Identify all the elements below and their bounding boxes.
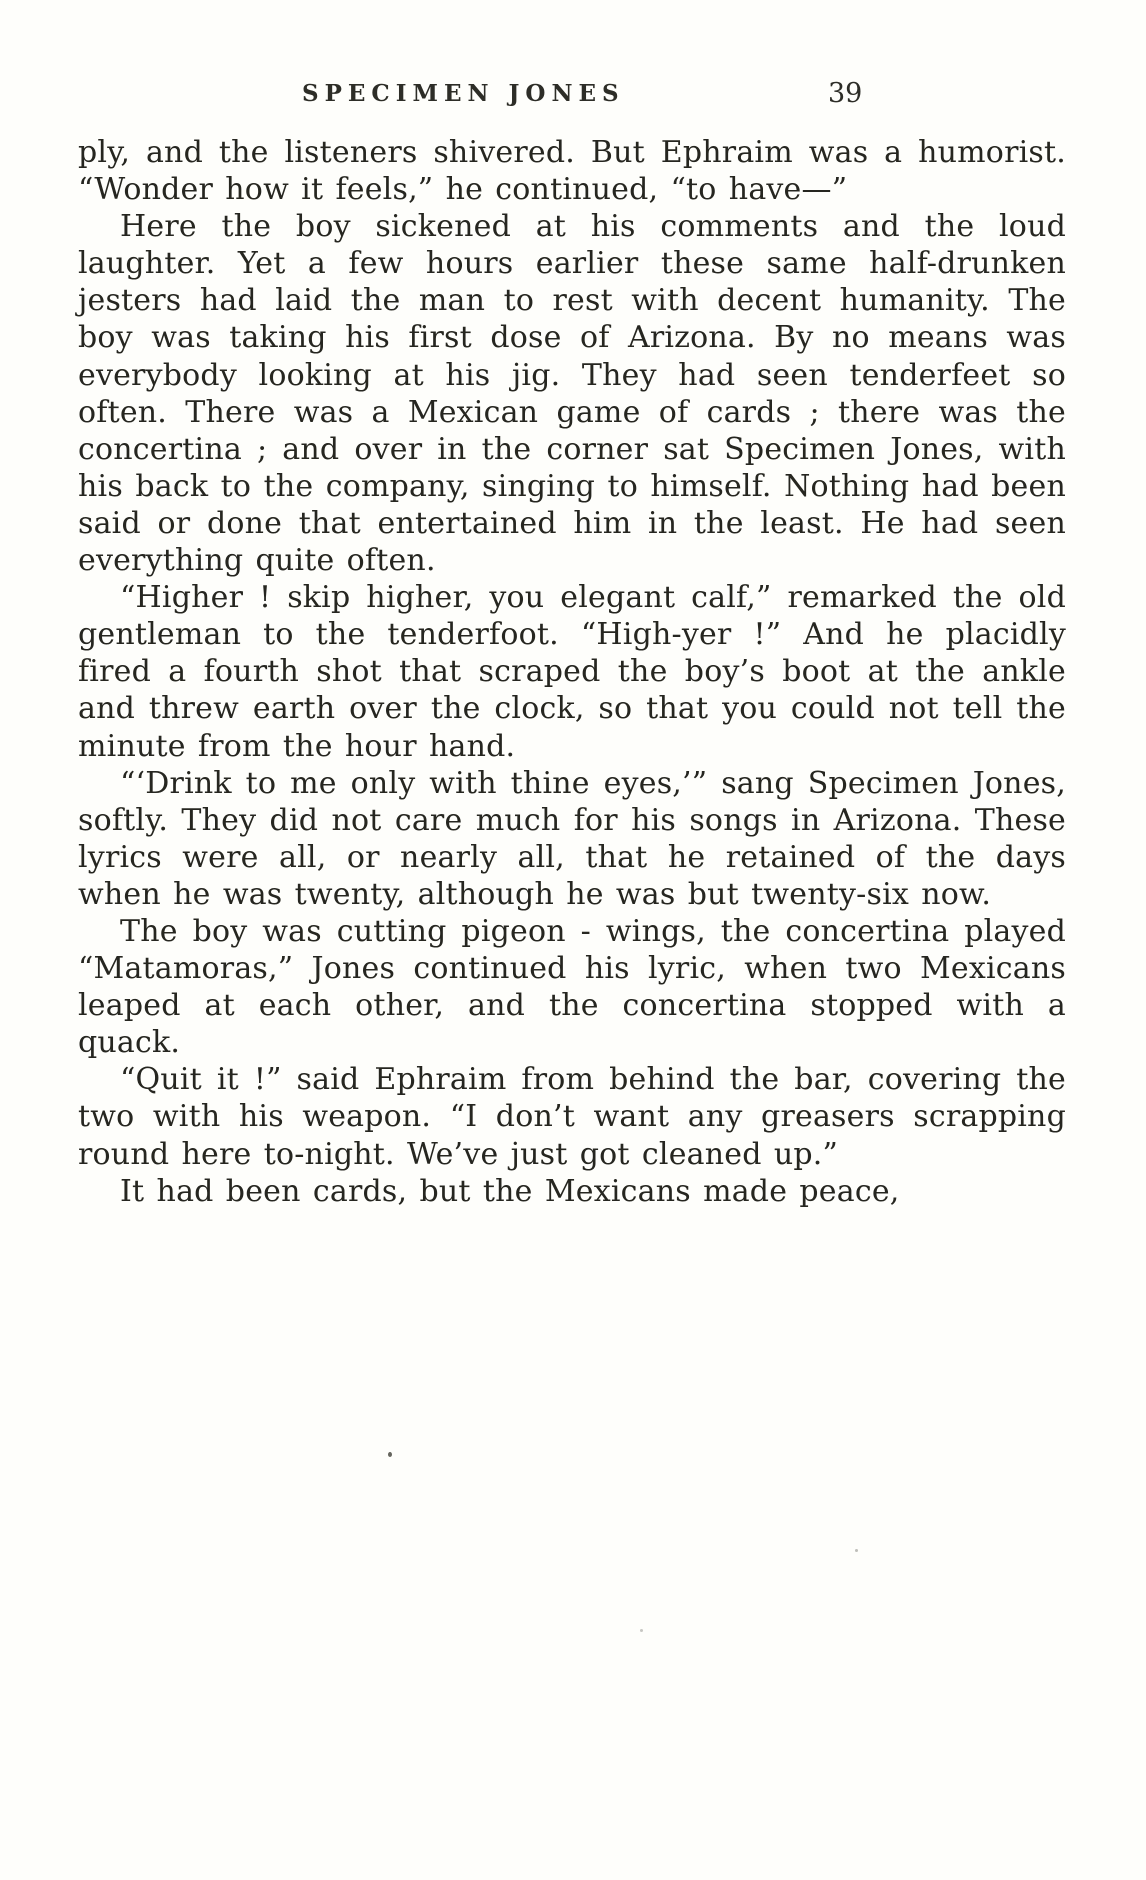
paragraph: Here the boy sickened at his comments and the loud laughter. Yet a few hours earlier these same half-drunken jesters had laid the man to rest with decent humanity. The boy was taking his first dose of Arizona. By no means was everybody looking at his jig. They had seen tenderfeet so often. There was a Mexican game of cards ; there was the concertina ; and over in the corner sat Specimen Jones, with his back to the company, singing to himself. Nothing had been said or done that entertained him in the least. He had seen everything quite often. bbox=[78, 209, 1066, 579]
scan-artifact-dot bbox=[388, 1452, 392, 1457]
paragraph: “‘Drink to me only with thine eyes,’” sang Specimen Jones, softly. They did not care much for his songs in Arizona. These lyrics were all, or nearly all, that he retained of the days when he was twenty, although he was but twenty-six now. bbox=[78, 765, 1066, 912]
running-head-title: SPECIMEN JONES bbox=[302, 80, 625, 107]
page-header bbox=[78, 78, 1066, 114]
paragraph: The boy was cutting pigeon - wings, the concertina played “Matamoras,” Jones continued his lyric, when two Mexicans leaped at each other, and the concertina stopped with a quack. bbox=[78, 913, 1066, 1061]
paragraph: “Quit it !” said Ephraim from behind the bar, covering the two with his weapon. “I don’t want any greasers scrapping round here to-night. We’ve just got cleaned up.” bbox=[78, 1062, 1066, 1172]
scan-artifact-dot bbox=[855, 1549, 858, 1552]
page-number: 39 bbox=[828, 78, 863, 109]
scan-artifact-dot bbox=[640, 1629, 643, 1632]
paragraph: ply, and the listeners shivered. But Ephraim was a humorist. “Wonder how it feels,” he continued, “to have—” bbox=[78, 135, 1066, 208]
page-text bbox=[78, 134, 1066, 1210]
paragraph: “Higher ! skip higher, you elegant calf,” remarked the old gentleman to the tenderfoot. “High-yer !” And he placidly fired a fourth shot that scraped the boy’s boot at the ankle and threw earth over the clock, so that you could not tell the minute from the hour hand. bbox=[78, 580, 1066, 764]
paragraph: It had been cards, but the Mexicans made peace, bbox=[120, 1173, 900, 1209]
